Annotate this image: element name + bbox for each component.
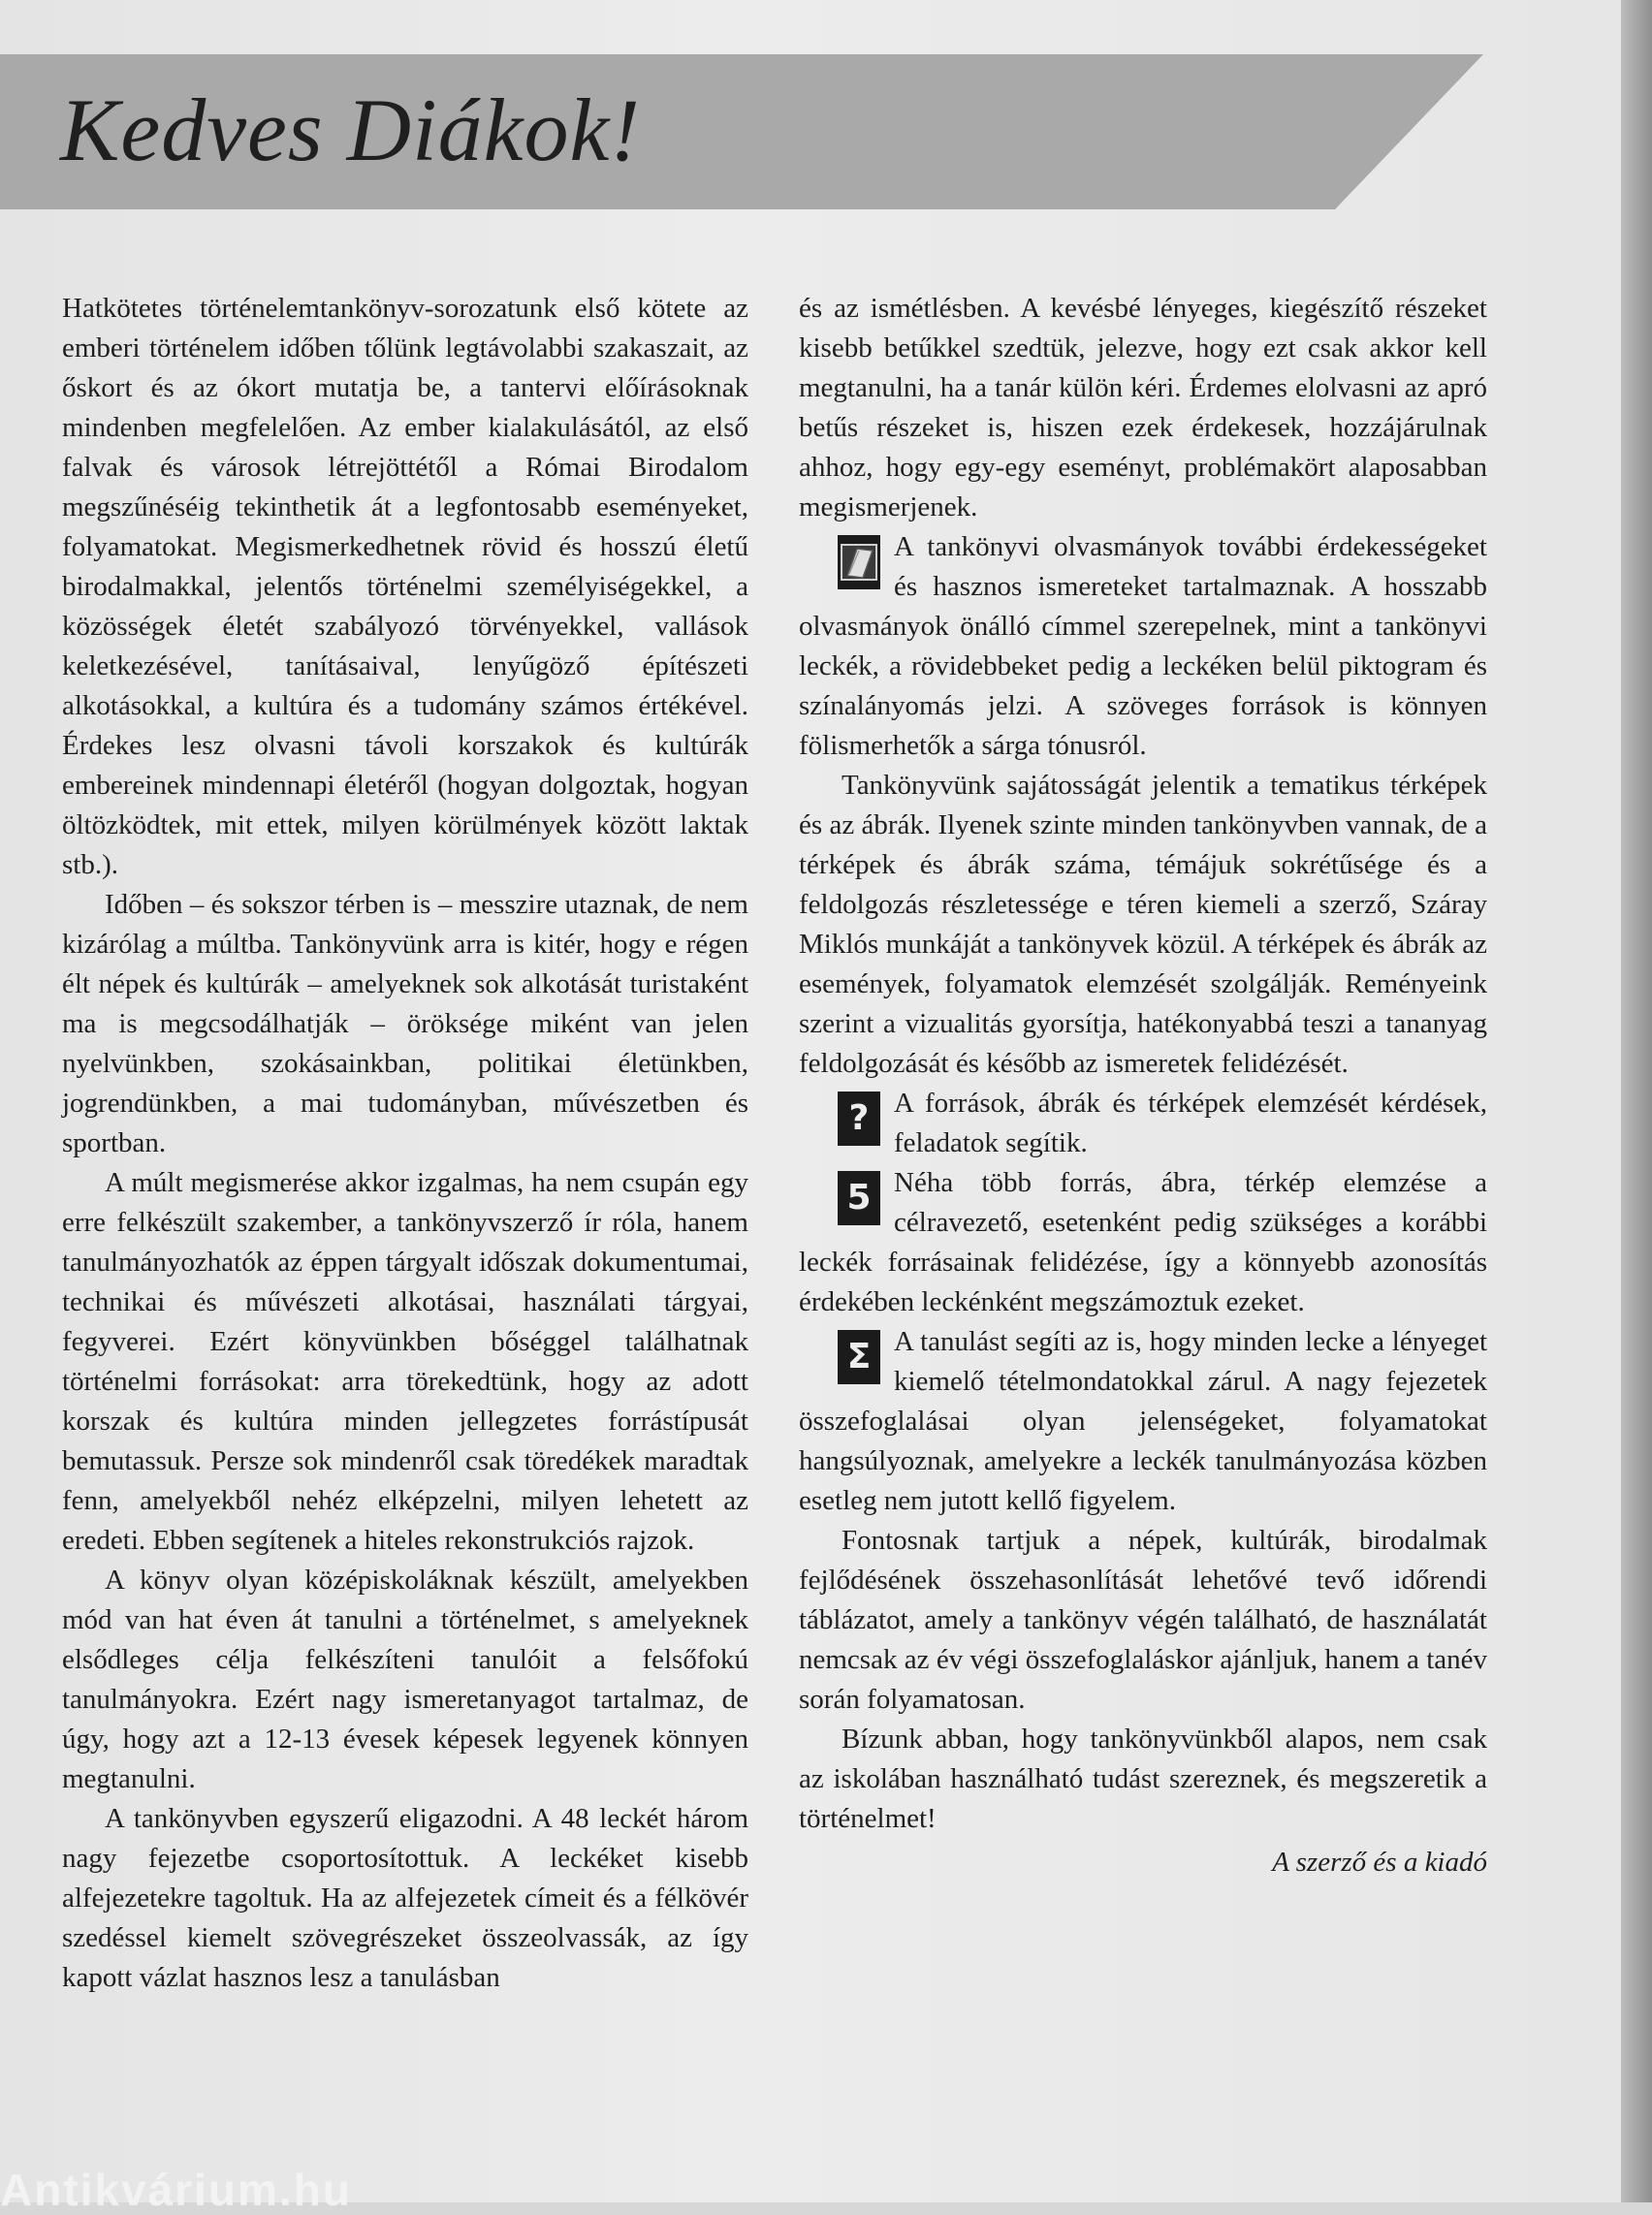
left-column xyxy=(62,289,748,1998)
reading-block xyxy=(799,527,1487,766)
page-edge xyxy=(1621,0,1652,2202)
paragraph-sources: A múlt megismerése akkor izgalmas, ha nem csupán egy erre felkészült szakember, a tankönyvszerző ír róla, hanem tanulmányozhatók az éppen tárgyalt időszak dokumentumai, technikai és művészeti alkotásai, használati tárgyai, fegyverei. Ezért könyvünkben bőséggel találhatnak történelmi forrásokat: arra törekedtünk, hogy az adott korszak és kultúra minden jellegzetes forrástípusát bemutassuk. Persze sok mindenről csak töredékek maradtak fenn, amelyekből nehéz elképzelni, milyen lehetett az eredeti. Ebben segítenek a hiteles rekonstrukciós rajzok. xyxy=(62,1167,748,1556)
paragraph-numbering: Néha több forrás, ábra, térkép elemzése a célravezető, esetenként pedig szükséges a korábbi leckék forrásainak felidézése, így a könnyebb azonosítás érdekében leckénként megszámoztuk ezeket. xyxy=(799,1167,1487,1317)
book-icon xyxy=(838,535,880,589)
paragraph-summary: A tanulást segíti az is, hogy minden lecke a lényeget kiemelő tételmondatokkal zárul. A nagy fejezetek összefoglalásai olyan jelenségeket, folyamatokat hangsúlyoznak, amelyekre a leckék tanulmányozása közben esetleg nem jutott kellő figyelem. xyxy=(799,1326,1487,1516)
signature: A szerző és a kiadó xyxy=(1272,1847,1487,1878)
paragraph-travel: Időben – és sokszor térben is – messzire utaznak, de nem kizárólag a múltba. Tankönyvünk arra is kitér, hogy e régen élt népek és kultúrák – amelyeknek sok alkotását turistaként ma is megcsodálhatják – öröksége miként van jelen nyelvünkben, szokásainkban, politikai életünkben, jogrendünkben, a mai tudományban, művészetben és sportban. xyxy=(62,889,748,1158)
number-block xyxy=(799,1163,1487,1322)
right-column xyxy=(799,289,1487,1883)
paragraph-structure: A tankönyvben egyszerű eligazodni. A 48 leckét három nagy fejezetbe csoportosítottuk. A leckéket kisebb alfejezetekre tagoltuk. Ha az alfejezetek címeit és a félkövér szedéssel kiemelt szövegrészeket összeolvassák, az így kapott vázlat hasznos lesz a tanulásban xyxy=(62,1803,748,1993)
number-icon: 5 xyxy=(838,1171,880,1225)
paragraph-continuation: és az ismétlésben. A kevésbé lényeges, kiegészítő részeket kisebb betűkkel szedtük, jelezve, hogy ezt csak akkor kell megtanulni, ha a tanár külön kéri. Érdemes elolvasni az apró betűs részeket is, hiszen ezek érdekesek, hozzájárulnak ahhoz, hogy egy-egy eseményt, problémakört alaposabban megismerjenek. xyxy=(799,293,1487,522)
question-mark-icon: ? xyxy=(838,1092,880,1146)
paragraph-intro: Hatkötetes történelemtankönyv-sorozatunk első kötete az emberi történelem időben tőlünk legtávolabbi szakaszait, az őskort és az ókort mutatja be, a tantervi előírásoknak mindenben megfelelően. Az ember kialakulásától, az első falvak és városok létrejöttétől a Római Birodalom megszűnéséig tekinthetik át a legfontosabb eseményeket, folyamatokat. Megismerkedhetnek rövid és hosszú életű birodalmakkal, jelentős történelmi személyiségekkel, a közösségek életét szabályozó törvényekkel, vallások keletkezésével, tanításaival, lenyűgöző építészeti alkotásokkal, a kultúra és a tudomány számos értékével. Érdekes lesz olvasni távoli korszakok és kultúrák embereinek mindennapi életéről (hogyan dolgoztak, hogyan öltözködtek, mit ettek, milyen körülmények között laktak stb.). xyxy=(62,293,748,880)
page-title: Kedves Diákok! xyxy=(60,80,641,179)
question-block xyxy=(799,1084,1487,1163)
paragraph-closing: Bízunk abban, hogy tankönyvünkből alapos, nem csak az iskolában használható tudást szereznek, és megszeretik a történelmet! xyxy=(799,1724,1487,1834)
paragraph-questions: A források, ábrák és térképek elemzését kérdések, feladatok segítik. xyxy=(894,1088,1487,1158)
paragraph-audience: A könyv olyan középiskoláknak készült, amelyekben mód van hat éven át tanulni a történelmet, s amelyeknek elsődleges célja felkészíteni tanulóit a felsőfokú tanulmányokra. Ezért nagy ismeretanyagot tartalmaz, de úgy, hogy azt a 12-13 évesek képesek legyenek könnyen megtanulni. xyxy=(62,1565,748,1794)
summary-block xyxy=(799,1322,1487,1521)
paragraph-chronology: Fontosnak tartjuk a népek, kultúrák, birodalmak fejlődésének összehasonlítását lehetővé tevő időrendi táblázatot, amely a tankönyv végén található, de használatát nemcsak az év végi összefoglaláskor ajánljuk, hanem a tanév során folyamatosan. xyxy=(799,1525,1487,1715)
paragraph-readings: A tankönyvi olvasmányok további érdekességeket és hasznos ismereteket tartalmaznak. A hosszabb olvasmányok önálló címmel szerepelnek, mint a tankönyvi leckék, a rövidebbeket pedig a leckéken belül piktogram és színalányomás jelzi. A szöveges források is könnyen fölismerhetők a sárga tónusról. xyxy=(799,531,1487,761)
sigma-icon: Σ xyxy=(838,1330,880,1384)
paragraph-maps: Tankönyvünk sajátosságát jelentik a tematikus térképek és az ábrák. Ilyenek szinte minden tankönyvben vannak, de a térképek és ábrák száma, témájuk sokrétűsége és a feldolgozás részletessége e téren kiemeli a szerző, Száray Miklós munkáját a tankönyvek közül. A térképek és ábrák az események, folyamatok elemzését szolgálják. Reményeink szerint a vizualitás gyorsítja, hatékonyabbá teszi a tananyag feldolgozását és később az ismeretek felidézését. xyxy=(799,770,1487,1079)
watermark: Antikvárium.hu xyxy=(0,2165,352,2215)
